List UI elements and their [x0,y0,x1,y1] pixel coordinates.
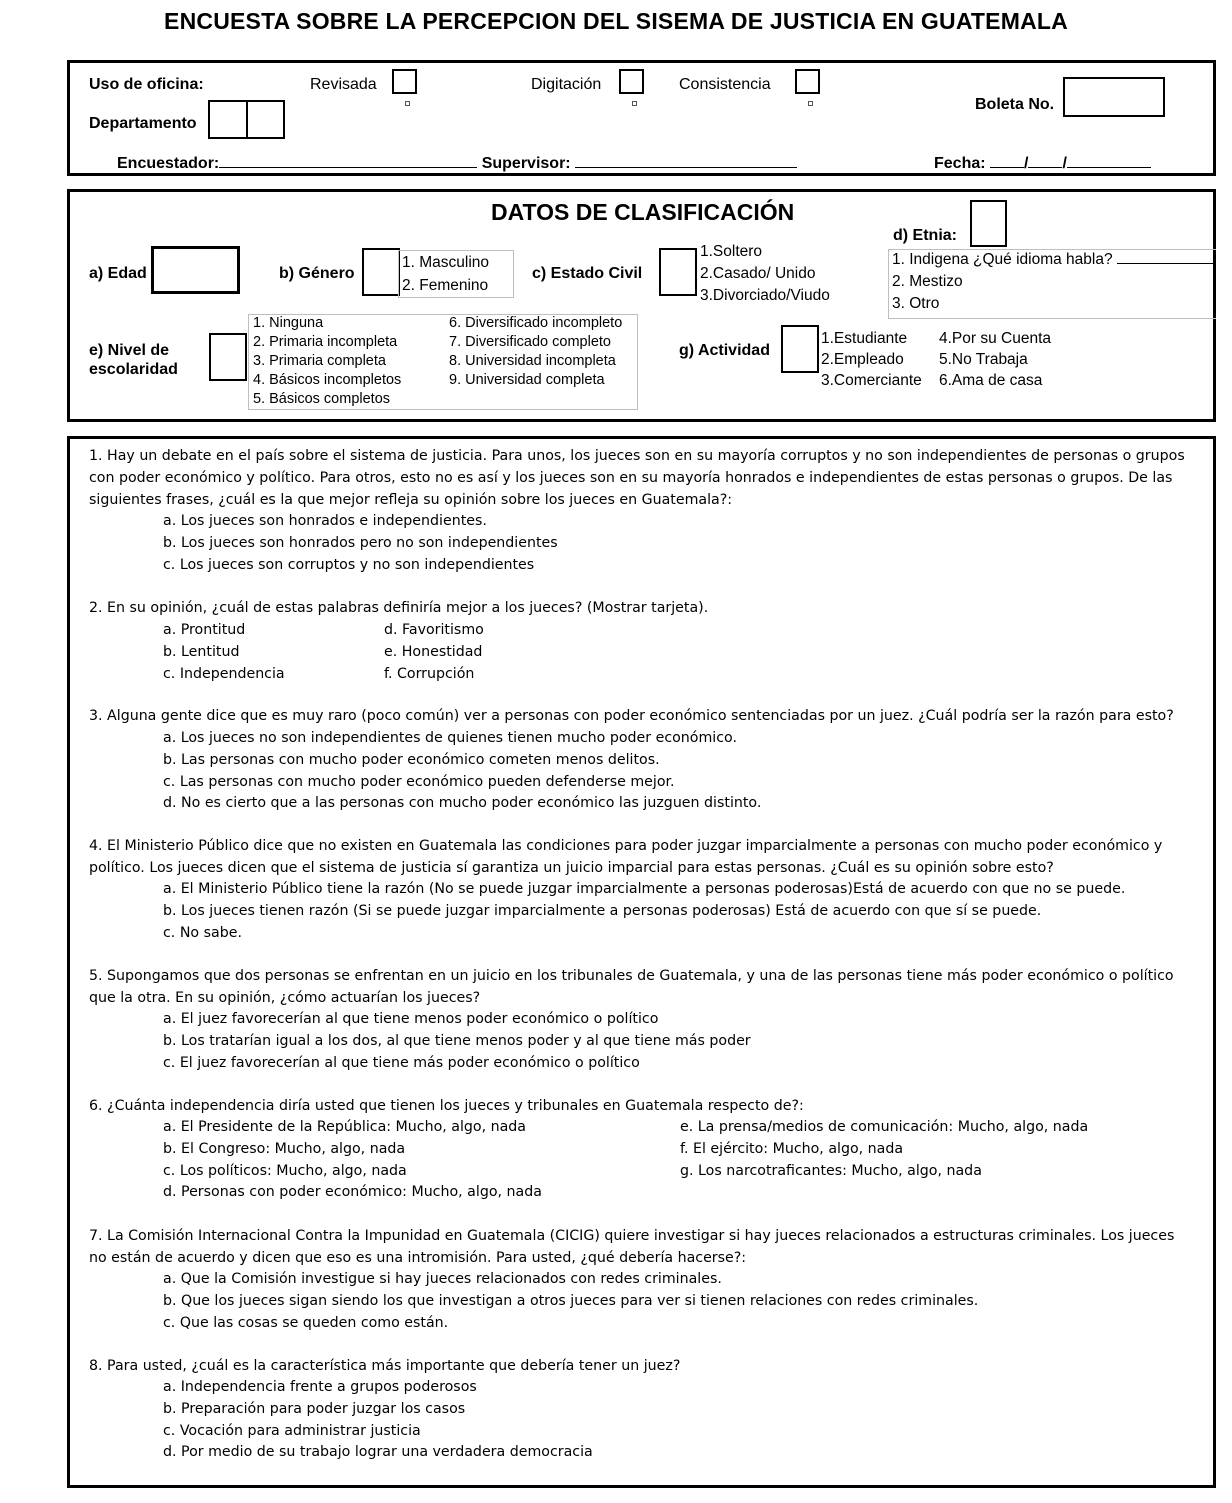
question-8 [89,1356,1189,1378]
revisada-checkbox[interactable] [392,69,417,94]
edad-label: a) Edad [89,265,147,282]
question-5-option-c[interactable]: c. El juez favorecerían al que tiene más poder económico o político [163,1054,640,1071]
question-1-line-1: 1. Hay un debate en el país sobre el sistema de justicia. Para unos, los jueces son en su mayoría corruptos y no son independientes de personas o grupos [89,448,1185,464]
boleta-label: Boleta No. [975,96,1055,113]
question-4-line-2: político. Los jueces dicen que el sistema de justicia sí garantiza un juicio imparcial para estas personas. ¿Cuál es su opinión sobre esto? [89,859,1054,876]
genero-option-2: 2. Femenino [402,277,489,294]
digitacion-checkbox[interactable] [619,69,644,94]
consistencia-checkbox[interactable] [795,69,820,94]
actividad-field[interactable] [781,325,819,373]
estado-option-1: 1.Soltero [700,243,763,260]
question-4-options [163,879,1125,944]
actividad-option-3: 3.Comerciante [821,372,922,389]
question-4-line-1: 4. El Ministerio Público dice que no existen en Guatemala las condiciones para poder juzgar imparcialmente a personas con mucho poder económico y [89,838,1163,854]
question-8-option-d[interactable]: d. Por medio de su trabajo lograr una verdadera democracia [163,1444,593,1461]
question-1-option-c[interactable]: c. Los jueces son corruptos y no son independientes [163,556,535,573]
departamento-field-1[interactable] [208,100,248,139]
office-use-label: Uso de oficina: [89,76,204,93]
genero-option-1: 1. Masculino [402,254,490,271]
question-2-line-1: 2. En su opinión, ¿cuál de estas palabras definiría mejor a los jueces? (Mostrar tarjeta). [89,600,709,616]
question-7-option-c[interactable]: c. Que las cosas se queden como están. [163,1314,449,1331]
question-2-option-d[interactable]: d. Favoritismo [384,622,484,638]
estado-option-2: 2.Casado/ Unido [700,265,816,282]
question-2 [89,598,1189,620]
question-7-line-2: no están de acuerdo y dicen que eso es una intromisión. Para usted, ¿qué debería hacerse?: [89,1249,747,1266]
encuestador-label: Encuestador: [117,155,220,172]
question-1-option-b[interactable]: b. Los jueces son honrados pero no son independientes [163,534,558,551]
question-5 [89,966,1189,1010]
actividad-option-4: 4.Por su Cuenta [939,330,1052,347]
fecha-year-line[interactable] [1067,153,1151,168]
survey-title: ENCUESTA SOBRE LA PERCEPCION DEL SISEMA DE JUSTICIA EN GUATEMALA [164,8,1068,34]
escolaridad-option-8: 8. Universidad incompleta [449,353,616,369]
question-6-option-a[interactable]: a. El Presidente de la República: Mucho, algo, nada [163,1119,527,1135]
question-8-option-c[interactable]: c. Vocación para administrar justicia [163,1422,421,1439]
question-5-option-b[interactable]: b. Los tratarían igual a los dos, al que tiene menos poder y al que tiene más poder [163,1032,751,1049]
digitacion-mini-box [632,101,637,106]
escolaridad-label-2: escolaridad [89,361,178,378]
question-4-option-b[interactable]: b. Los jueces tienen razón (Si se puede juzgar imparcialmente a personas poderosas) Está de acuerdo con que sí se puede. [163,902,1042,919]
question-2-option-a[interactable]: a. Prontitud [163,622,246,638]
etnia-option-2: 2. Mestizo [892,273,963,290]
genero-field[interactable] [362,248,400,296]
etnia-option-1 [892,251,1213,269]
supervisor-line[interactable] [575,153,797,168]
actividad-label: g) Actividad [679,342,770,359]
question-1-option-a[interactable]: a. Los jueces son honrados e independientes. [163,513,487,529]
question-1-options [163,511,558,576]
question-1-line-3: siguientes frases, ¿cuál es la que mejor refleja su opinión sobre los jueces en Guatemala?: [89,491,733,508]
question-3-options [163,728,761,815]
question-3-option-a[interactable]: a. Los jueces no son independientes de quienes tienen mucho poder económico. [163,730,737,746]
question-7 [89,1226,1189,1270]
fecha-label: Fecha: [934,155,986,172]
escolaridad-option-1: 1. Ninguna [253,315,324,331]
question-2-options-right [384,620,484,685]
question-3 [89,706,1189,728]
etnia-option-3: 3. Otro [892,295,940,312]
question-7-line-1: 7. La Comisión Internacional Contra la Impunidad en Guatemala (CICIG) quiere investigar si hay jueces relacionados a estructuras criminales. Los jueces [89,1228,1175,1244]
edad-field[interactable] [151,246,240,294]
question-4 [89,836,1189,880]
escolaridad-option-9: 9. Universidad completa [449,372,605,388]
question-4-option-c[interactable]: c. No sabe. [163,924,242,941]
question-5-option-a[interactable]: a. El juez favorecerían al que tiene menos poder económico o político [163,1011,659,1027]
question-2-option-f[interactable]: f. Corrupción [384,665,475,682]
encuestador-line[interactable] [219,153,477,168]
question-2-option-e[interactable]: e. Honestidad [384,643,483,660]
escolaridad-option-7: 7. Diversificado completo [449,334,611,350]
actividad-option-5: 5.No Trabaja [939,351,1028,368]
question-5-line-2: que la otra. En su opinión, ¿cómo actuarían los jueces? [89,989,481,1006]
estado-option-3: 3.Divorciado/Viudo [700,287,830,304]
actividad-option-6: 6.Ama de casa [939,372,1043,389]
question-3-option-c[interactable]: c. Las personas con mucho poder económico pueden defenderse mejor. [163,773,675,790]
consistencia-label: Consistencia [679,76,771,93]
question-6-option-c[interactable]: c. Los políticos: Mucho, algo, nada [163,1162,407,1179]
etnia-field[interactable] [970,200,1007,247]
actividad-option-1: 1.Estudiante [821,330,908,347]
question-7-options [163,1269,978,1334]
escolaridad-option-6: 6. Diversificado incompleto [449,315,623,331]
question-4-option-a[interactable]: a. El Ministerio Público tiene la razón (No se puede juzgar imparcialmente a personas poderosas)Está de acuerdo con que no se puede. [163,881,1126,897]
question-6 [89,1096,1189,1118]
boleta-field[interactable] [1063,77,1165,117]
etnia-label: d) Etnia: [893,227,957,244]
question-6-option-d[interactable]: d. Personas con poder económico: Mucho, algo, nada [163,1184,542,1201]
fecha-row: Fecha: / / [934,153,1151,173]
supervisor-label: Supervisor: [481,155,571,172]
question-8-option-a[interactable]: a. Independencia frente a grupos poderosos [163,1379,477,1395]
departamento-field-2[interactable] [246,100,285,139]
question-2-options-left [163,620,285,685]
question-2-option-b[interactable]: b. Lentitud [163,643,240,660]
question-6-line-1: 6. ¿Cuánta independencia diría usted que tienen los jueces y tribunales en Guatemala respecto de?: [89,1098,804,1114]
question-1 [89,446,1189,511]
escolaridad-label-1: e) Nivel de [89,342,170,359]
question-8-options [163,1377,593,1464]
estado-civil-label: c) Estado Civil [532,265,643,282]
question-3-option-b[interactable]: b. Las personas con mucho poder económico cometen menos delitos. [163,751,660,768]
encuestador-row [117,153,797,173]
question-6-options-left [163,1117,542,1204]
question-6-option-b[interactable]: b. El Congreso: Mucho, algo, nada [163,1140,406,1157]
question-2-option-c[interactable]: c. Independencia [163,665,285,682]
fecha-day-line[interactable] [990,153,1024,168]
escolaridad-option-5: 5. Básicos completos [253,391,391,407]
question-7-option-b[interactable]: b. Que los jueces sigan siendo los que investigan a otros jueces para ver si tienen relaciones con redes criminales. [163,1292,979,1309]
question-5-line-1: 5. Supongamos que dos personas se enfrentan en un juicio en los tribunales de Guatemala, y una de las personas tiene más poder económico o político [89,968,1174,984]
question-5-options [163,1009,751,1074]
revisada-label: Revisada [310,76,377,93]
etnia-option-1-text: 1. Indigena ¿Qué idioma habla? [892,251,1113,268]
departamento-label: Departamento [89,115,197,132]
escolaridad-option-3: 3. Primaria completa [253,353,386,369]
genero-label: b) Género [279,265,355,282]
estado-civil-field[interactable] [659,248,697,296]
digitacion-label: Digitación [531,76,602,93]
idioma-line[interactable] [1117,251,1213,264]
revisada-mini-box [405,101,410,106]
question-6-options-right [680,1117,1088,1182]
consistencia-mini-box [808,101,813,106]
question-6-option-g[interactable]: g. Los narcotraficantes: Mucho, algo, nada [680,1162,982,1179]
fecha-month-line[interactable] [1028,153,1062,168]
question-7-option-a[interactable]: a. Que la Comisión investigue si hay jueces relacionados con redes criminales. [163,1271,722,1287]
question-8-line-1: 8. Para usted, ¿cuál es la característica más importante que debería tener un juez? [89,1358,681,1374]
escolaridad-option-4: 4. Básicos incompletos [253,372,402,388]
clasificacion-title: DATOS DE CLASIFICACIÓN [491,199,795,225]
question-3-option-d[interactable]: d. No es cierto que a las personas con mucho poder económico las juzguen distinto. [163,795,762,812]
escolaridad-option-2: 2. Primaria incompleta [253,334,398,350]
question-1-line-2: con poder económico y político. Para otros, esto no es así y los jueces son en su mayoría honrados e independientes de estas personas o grupos. De las [89,469,1173,486]
actividad-option-2: 2.Empleado [821,351,904,368]
question-6-option-e[interactable]: e. La prensa/medios de comunicación: Mucho, algo, nada [680,1119,1089,1135]
question-6-option-f[interactable]: f. El ejército: Mucho, algo, nada [680,1140,904,1157]
escolaridad-field[interactable] [209,333,247,381]
question-8-option-b[interactable]: b. Preparación para poder juzgar los casos [163,1400,466,1417]
question-3-line-1: 3. Alguna gente dice que es muy raro (poco común) ver a personas con poder económico sentenciadas por un juez. ¿Cuál podría ser la razón para esto? [89,708,1174,724]
